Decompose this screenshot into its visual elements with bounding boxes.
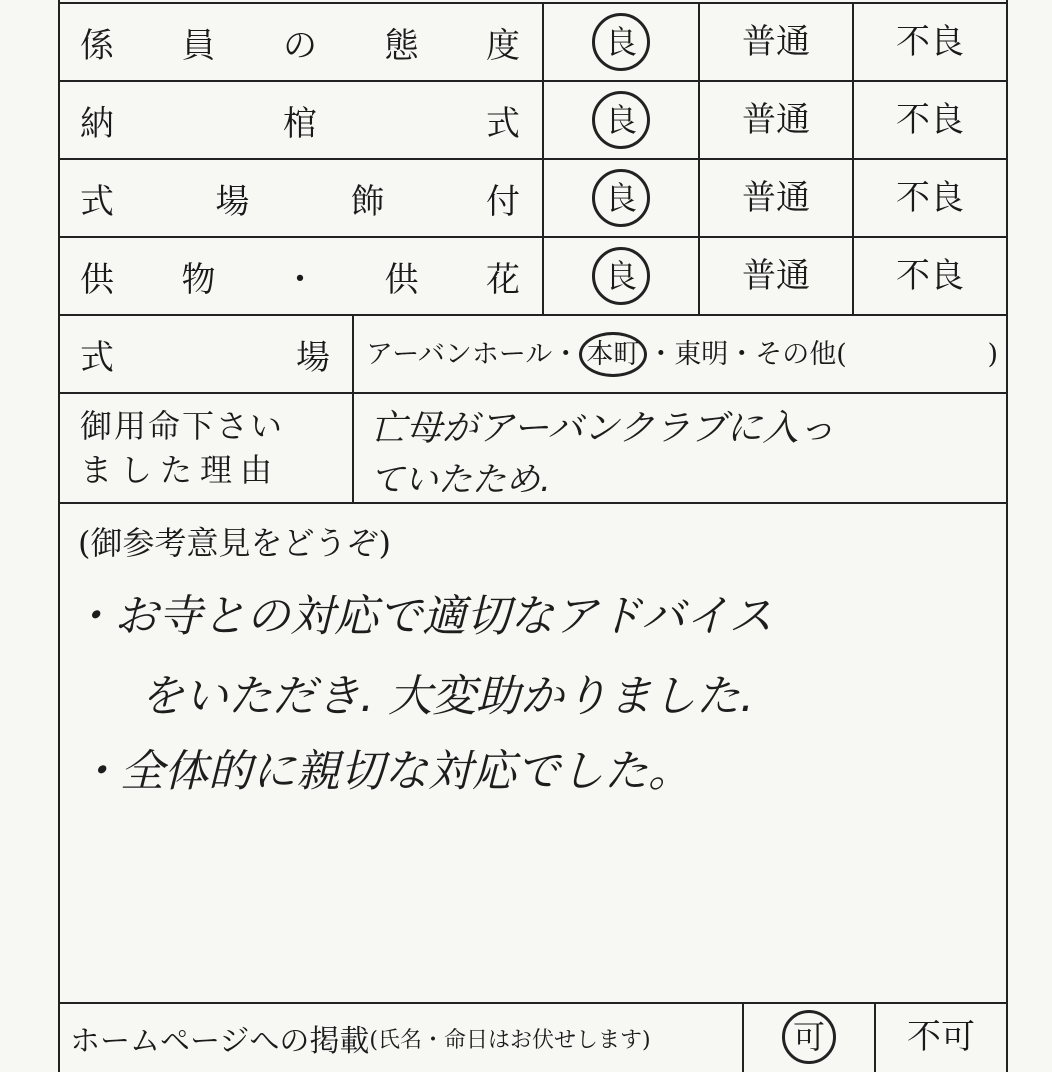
rating-bad[interactable]: 不良 [896,256,964,296]
rating-good-selected[interactable] [544,238,698,314]
rating-normal[interactable]: 普通 [742,178,810,218]
rating-bad[interactable]: 不良 [896,178,964,218]
border-right [1006,0,1008,1072]
rating-label-staff-attitude: 係 員 の 態 度 [80,25,520,66]
rating-good-selected[interactable] [544,160,698,236]
venue-option-others[interactable]: ・東明・その他( [647,338,847,370]
rating-bad[interactable]: 不良 [896,22,964,62]
venue-close-paren: ) [987,338,998,370]
circle-mark: 良 [592,91,650,149]
circle-mark: 良 [592,13,650,71]
homepage-posting-label: ホームページへの掲載 (氏名・命日はお伏せします) [70,1024,651,1059]
rating-normal[interactable]: 普通 [742,100,810,140]
column-divider [352,314,354,503]
divider [58,502,1008,504]
venue-label: 式 場 [80,337,330,378]
reason-label: 御用命下さい ました理由 [80,407,285,489]
circle-mark: 良 [592,169,650,227]
opinion-handwritten-line3: ・全体的に親切な対応でした。 [76,746,692,797]
rating-bad[interactable]: 不良 [896,100,964,140]
opinion-label: (御参考意見をどうぞ) [78,524,391,562]
divider [58,392,1008,394]
opinion-handwritten-line2: をいただき. 大変助かりました. [140,671,754,722]
venue-options [366,316,998,392]
circle-mark: 良 [592,247,650,305]
venue-option-honmachi-selected[interactable]: 本町 [579,332,647,377]
opinion-handwritten-line1: ・お寺との対応で適切なアドバイス [70,591,773,642]
homepage-deny[interactable]: 不可 [907,1017,975,1057]
rating-label-offerings-flowers: 供 物 ・ 供 花 [80,259,520,300]
rating-normal[interactable]: 普通 [742,22,810,62]
rating-good-selected[interactable] [544,4,698,80]
rating-label-hall-decoration: 式 場 飾 付 [80,181,520,222]
rating-good-selected[interactable] [544,82,698,158]
venue-option-urban-hall[interactable]: アーバンホール・ [366,338,580,370]
homepage-allow-selected[interactable] [744,1004,874,1070]
rating-normal[interactable]: 普通 [742,256,810,296]
reason-handwritten-line1: 亡母がアーバンクラブに入っ [370,408,835,449]
circle-mark: 可 [782,1010,836,1064]
rating-label-encoffining: 納 棺 式 [80,103,520,144]
reason-handwritten-line2: ていたため. [370,460,551,500]
border-left [58,0,60,1072]
